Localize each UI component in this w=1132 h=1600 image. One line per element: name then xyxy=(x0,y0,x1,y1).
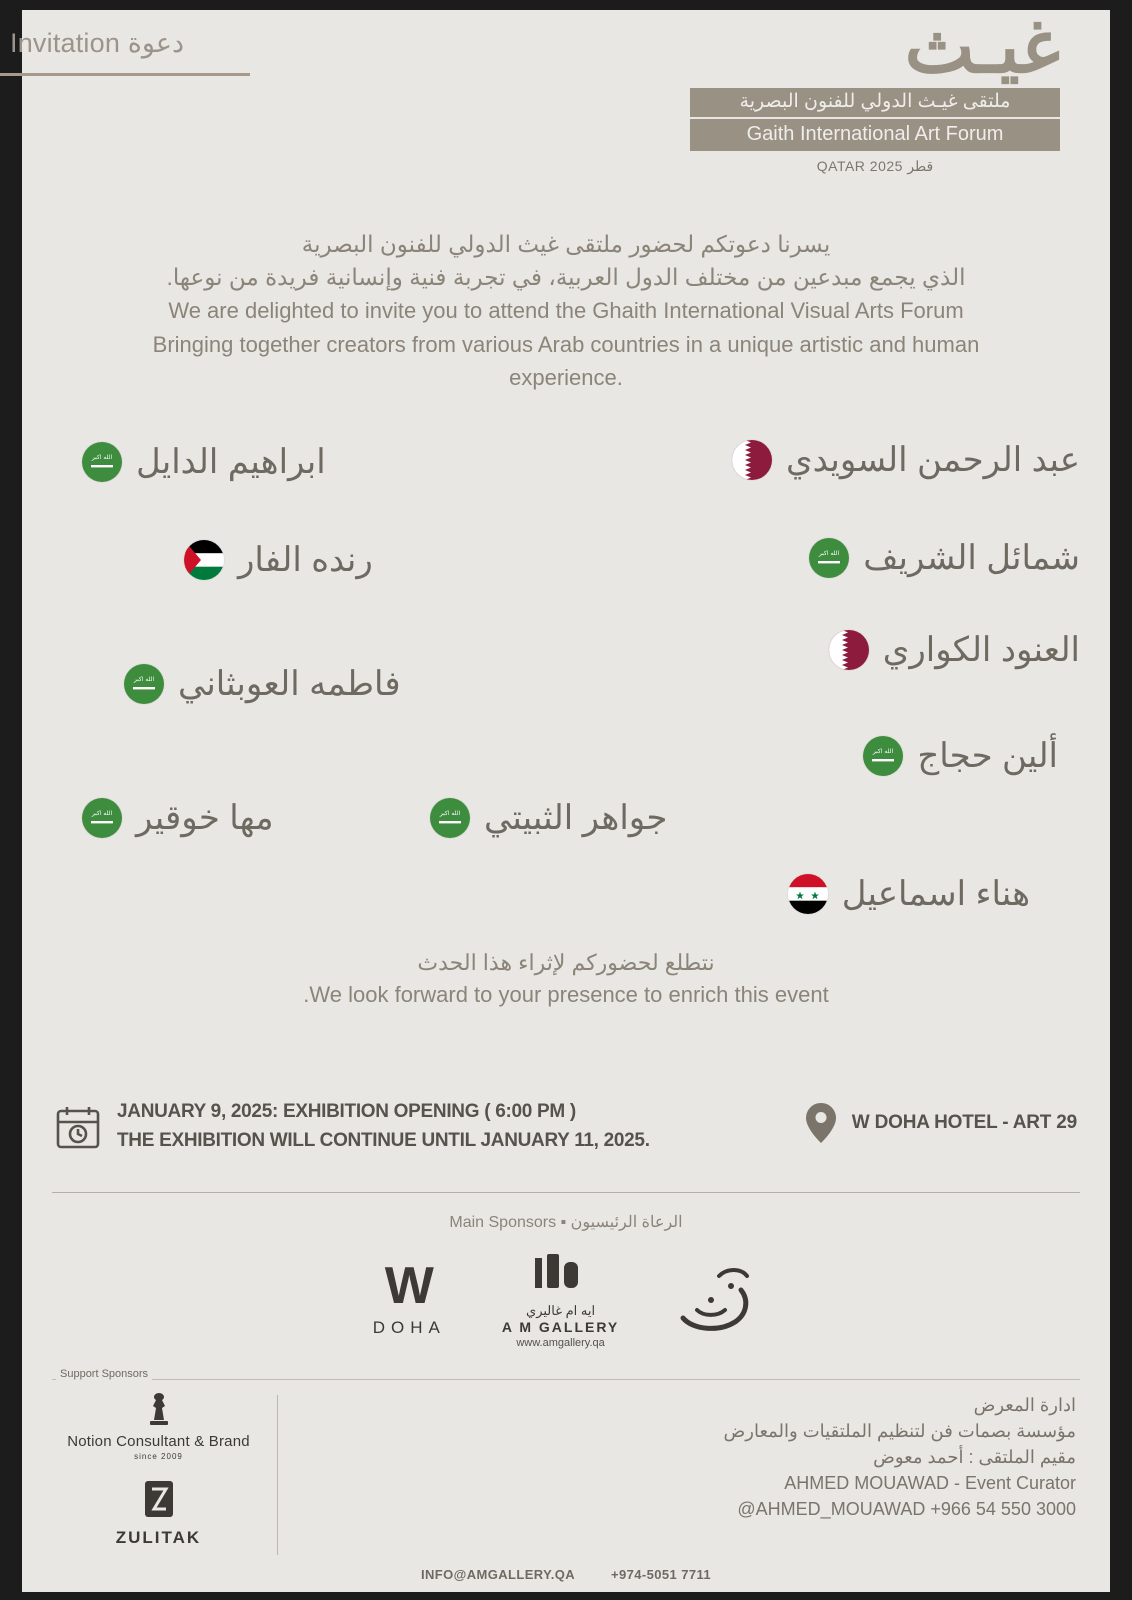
logo-english-subtitle: Gaith International Art Forum xyxy=(690,119,1060,151)
zulitak-name: ZULITAK xyxy=(115,1528,202,1547)
footer-email[interactable]: INFO@AMGALLERY.QA xyxy=(420,1567,576,1582)
w-doha-name: DOHA xyxy=(372,1317,446,1337)
artist-name: ابراهيم الدايل xyxy=(136,443,326,481)
artist-name: شمائل الشريف xyxy=(863,539,1080,577)
intro-arabic-line-2: الذي يجمع مبدعين من مختلف الدول العربية، في تجربة فنية وإنسانية فريدة من نوعها. xyxy=(166,263,966,290)
organizer-arabic-line-2: مؤسسة بصمات فن لتنظيم الملتقيات والمعارض xyxy=(723,1421,1076,1442)
organizer-arabic-line-3: مقيم الملتقى : أحمد معوض xyxy=(873,1447,1076,1468)
support-sponsors-label: Support Sponsors xyxy=(56,1368,152,1380)
w-doha-mark: W xyxy=(384,1257,434,1316)
divider-main xyxy=(52,1192,1080,1193)
artist-name: ألين حجاج xyxy=(917,737,1058,775)
artist-name: العنود الكواري xyxy=(882,631,1080,669)
closing-english: .We look forward to your presence to enrich this event xyxy=(303,982,829,1007)
svg-text:الله اكبر: الله اكبر xyxy=(91,810,113,817)
logo-arabic-wordmark: غيـث xyxy=(904,5,1060,88)
artist-name: جواهر الثبيتي xyxy=(484,799,668,837)
saudi-flag xyxy=(82,442,122,482)
main-sponsors-label: Main Sponsors ▪ الرعاة الرئيسيون xyxy=(449,1214,683,1231)
forum-logo xyxy=(690,5,1060,175)
basmat-logo xyxy=(675,1260,759,1342)
qatar-flag xyxy=(732,440,772,480)
list-item xyxy=(809,538,1080,578)
svg-text:الله اكبر: الله اكبر xyxy=(819,550,840,557)
svg-text:الله اكبر: الله اكبر xyxy=(133,676,155,683)
organizer-arabic-line-1: ادارة المعرض xyxy=(973,1395,1076,1415)
saudi-flag xyxy=(82,798,122,838)
list-item xyxy=(82,442,326,482)
list-item xyxy=(184,540,373,580)
saudi-flag xyxy=(809,538,849,578)
main-sponsor-logos xyxy=(0,1252,1132,1349)
list-item xyxy=(732,440,1080,480)
svg-text:الله اكبر: الله اكبر xyxy=(91,454,113,461)
footer-contact xyxy=(0,1567,1132,1582)
zulitak-logo xyxy=(46,1477,271,1548)
right-border-band xyxy=(1110,0,1132,1600)
saudi-flag xyxy=(430,798,470,838)
list-item xyxy=(124,664,401,704)
artist-name: فاطمه العوبثاني xyxy=(178,665,401,703)
list-item xyxy=(788,874,1030,914)
palestine-flag xyxy=(184,540,224,580)
organizer-english-line-2: @AHMED_MOUAWAD +966 54 550 3000 xyxy=(737,1499,1076,1520)
intro-english-line-1: We are delighted to invite you to attend the Ghaith International Visual Arts Forum xyxy=(168,298,964,324)
bottom-border-band xyxy=(0,1592,1132,1600)
zulitak-mark-icon xyxy=(139,1510,179,1527)
syria-flag xyxy=(788,874,828,914)
date-line-2: THE EXHIBITION WILL CONTINUE UNTIL JANUARY 11, 2025. xyxy=(117,1129,650,1151)
location-pin-icon xyxy=(804,1102,838,1144)
notion-consultant-name: Notion Consultant & Brand xyxy=(67,1433,250,1450)
saudi-flag xyxy=(863,736,903,776)
closing-arabic: نتطلع لحضوركم لإثراء هذا الحدث xyxy=(417,950,715,975)
intro-arabic-line-1: يسرنا دعوتكم لحضور ملتقى غيث الدولي للفنون البصرية xyxy=(301,231,831,257)
basmat-calligraphy-icon xyxy=(675,1325,759,1342)
invitation-tag: Invitation دعوة xyxy=(0,24,250,76)
footer-phone[interactable]: +974-5051 7711 xyxy=(611,1567,711,1582)
am-gallery-arabic: ايه ام غاليري xyxy=(526,1303,596,1318)
notion-chess-icon xyxy=(144,1415,174,1432)
date-text xyxy=(117,1098,650,1155)
intro-english-line-3: experience. xyxy=(509,364,623,390)
vertical-divider xyxy=(277,1395,278,1555)
am-gallery-url[interactable]: www.amgallery.qa xyxy=(516,1337,605,1349)
date-block xyxy=(55,1098,650,1155)
divider-support xyxy=(52,1379,1080,1380)
svg-text:الله اكبر: الله اكبر xyxy=(873,748,894,755)
am-gallery-english: A M GALLERY xyxy=(501,1319,620,1335)
event-details xyxy=(55,1098,1077,1178)
invitation-intro xyxy=(60,228,1072,393)
logo-country-year: QATAR 2025 قطر xyxy=(816,158,934,175)
support-sponsor-logos xyxy=(46,1390,271,1548)
logo-arabic-subtitle: ملتقى غيـث الدولي للفنون البصرية xyxy=(690,88,1060,118)
venue-block xyxy=(804,1102,1077,1144)
w-doha-logo xyxy=(372,1257,446,1338)
svg-text:الله اكبر: الله اكبر xyxy=(439,810,461,817)
organizer-block xyxy=(724,1392,1076,1522)
list-item xyxy=(430,798,667,838)
artist-name: رنده الفار xyxy=(238,541,373,579)
date-line-1: JANUARY 9, 2025: EXHIBITION OPENING xyxy=(117,1101,480,1122)
artist-name: مها خوقير xyxy=(136,799,274,837)
saudi-flag xyxy=(124,664,164,704)
left-border-band xyxy=(0,0,22,1600)
closing-message xyxy=(0,950,1132,1008)
list-item xyxy=(863,736,1058,776)
am-gallery-logo xyxy=(502,1252,619,1349)
qatar-flag xyxy=(829,630,869,670)
list-item xyxy=(829,630,1080,670)
intro-english-line-2: Bringing together creators from various Arab countries in a unique artistic and human xyxy=(152,331,980,357)
date-time: ( 6:00 PM ) xyxy=(484,1101,576,1122)
date-line-1-wrap xyxy=(117,1098,650,1127)
artists-list xyxy=(52,430,1080,950)
artist-name: هناء اسماعيل xyxy=(841,875,1030,913)
notion-since: since 2009 xyxy=(134,1452,183,1461)
artist-name: عبد الرحمن السويدي xyxy=(785,441,1080,479)
calendar-clock-icon xyxy=(55,1104,101,1150)
list-item xyxy=(82,798,274,838)
venue-name: W DOHA HOTEL - ART 29 xyxy=(851,1112,1077,1133)
am-gallery-mark-icon xyxy=(513,1281,609,1298)
organizer-english-line-1: AHMED MOUAWAD - Event Curator xyxy=(784,1473,1076,1494)
